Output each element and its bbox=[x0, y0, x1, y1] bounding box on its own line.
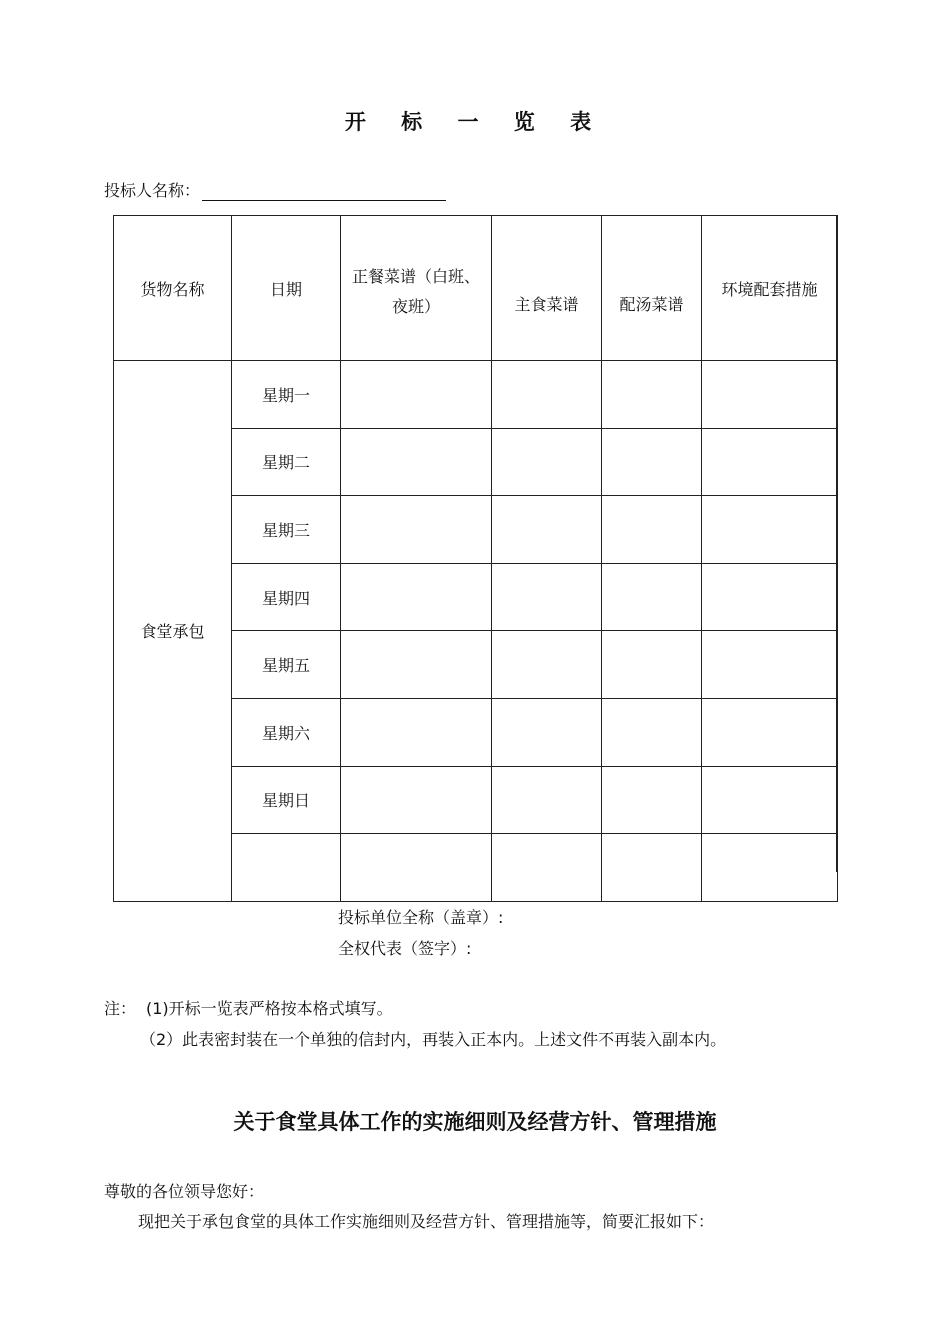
goods-name-cell: 食堂承包 bbox=[114, 361, 232, 902]
table-cell bbox=[492, 631, 602, 699]
table-cell bbox=[602, 698, 702, 766]
section-title: 关于食堂具体工作的实施细则及经营方针、管理措施 bbox=[233, 1110, 717, 1134]
bidder-unit-signature-label: 投标单位全称（盖章）: bbox=[338, 908, 504, 927]
table-cell bbox=[602, 428, 702, 496]
table-cell bbox=[492, 698, 602, 766]
table-cell bbox=[602, 361, 702, 429]
table-cell bbox=[341, 361, 492, 429]
table-cell bbox=[492, 361, 602, 429]
table-cell bbox=[492, 496, 602, 564]
table-cell bbox=[702, 496, 838, 564]
day-cell: 星期五 bbox=[232, 631, 341, 699]
header-environment-measures: 环境配套措施 bbox=[702, 216, 838, 361]
table-cell bbox=[341, 428, 492, 496]
table-cell bbox=[341, 496, 492, 564]
table-cell bbox=[702, 361, 838, 429]
header-lunch-menu-line2: 夜班） bbox=[391, 297, 440, 316]
table-cell bbox=[492, 563, 602, 631]
header-staple-menu: 主食菜谱 bbox=[492, 216, 602, 361]
header-date: 日期 bbox=[232, 216, 341, 361]
day-cell: 星期一 bbox=[232, 361, 341, 429]
table-cell bbox=[341, 698, 492, 766]
day-cell: 星期四 bbox=[232, 563, 341, 631]
table-row bbox=[114, 361, 838, 429]
table-cell bbox=[341, 631, 492, 699]
bid-summary-table bbox=[113, 215, 838, 902]
table-cell bbox=[341, 563, 492, 631]
bidder-name-label: 投标人名称： bbox=[104, 181, 201, 200]
greeting-text: 尊敬的各位领导您好： bbox=[104, 1182, 265, 1201]
note-label: 注： bbox=[104, 999, 137, 1018]
table-cell bbox=[602, 834, 702, 902]
day-cell: 星期六 bbox=[232, 698, 341, 766]
table-cell bbox=[602, 563, 702, 631]
table-cell bbox=[702, 631, 838, 699]
table-cell bbox=[492, 834, 602, 902]
day-cell: 星期日 bbox=[232, 766, 341, 834]
representative-signature-label: 全权代表（签字）: bbox=[338, 939, 472, 958]
table-cell bbox=[602, 496, 702, 564]
note-item-2: （2）此表密封装在一个单独的信封内，再装入正本内。上述文件不再装入副本内。 bbox=[140, 1030, 727, 1049]
day-cell: 星期二 bbox=[232, 428, 341, 496]
intro-paragraph: 现把关于承包食堂的具体工作实施细则及经营方针、管理措施等，简要汇报如下： bbox=[138, 1212, 715, 1231]
table-cell bbox=[492, 428, 602, 496]
table-cell bbox=[602, 766, 702, 834]
day-cell bbox=[232, 834, 341, 902]
header-lunch-menu bbox=[341, 216, 492, 361]
note-item-1: (1)开标一览表严格按本格式填写。 bbox=[146, 999, 393, 1018]
table-cell bbox=[341, 834, 492, 902]
table-header-row bbox=[114, 216, 838, 361]
table-cell bbox=[702, 428, 838, 496]
table-cell bbox=[702, 698, 838, 766]
table-cell bbox=[702, 766, 838, 834]
bidder-name-blank bbox=[202, 178, 446, 201]
table-cell bbox=[492, 766, 602, 834]
table-right-border bbox=[836, 215, 838, 872]
page-title: 开 标 一 览 表 bbox=[344, 110, 606, 134]
table-cell bbox=[702, 834, 838, 902]
table-cell bbox=[341, 766, 492, 834]
header-soup-menu: 配汤菜谱 bbox=[602, 216, 702, 361]
table-cell bbox=[602, 631, 702, 699]
header-goods-name: 货物名称 bbox=[114, 216, 232, 361]
day-cell: 星期三 bbox=[232, 496, 341, 564]
header-lunch-menu-line1: 正餐菜谱（白班、 bbox=[351, 267, 480, 286]
bidder-name-field bbox=[104, 178, 446, 201]
table-cell bbox=[702, 563, 838, 631]
